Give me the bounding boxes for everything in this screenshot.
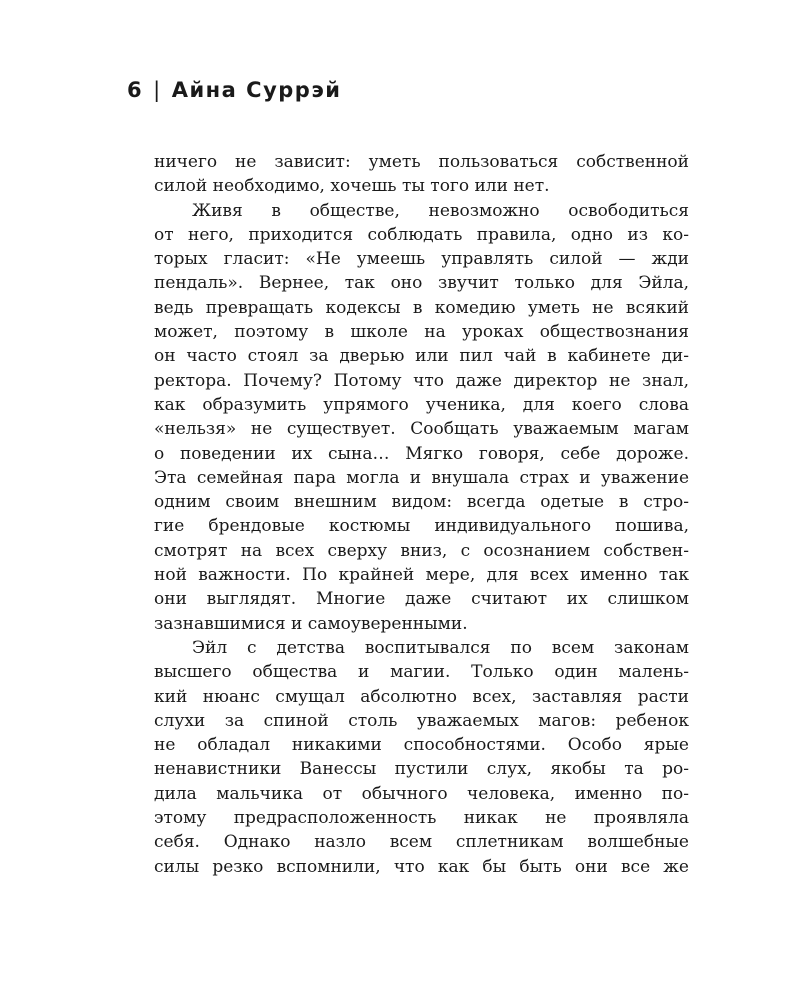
text-line: силы резко вспомнили, что как бы быть они все же — [154, 856, 689, 877]
running-header — [127, 78, 342, 102]
text-line: этому предрасположенность никак не проявляла — [154, 808, 689, 829]
text-line: он часто стоял за дверью или пил чай в кабинете ди- — [154, 346, 689, 367]
text-line: силой необходимо, хочешь ты того или нет. — [154, 176, 550, 197]
text-line: гие брендовые костюмы индивидуального пошива, — [154, 516, 689, 537]
text-line: высшего общества и магии. Только один малень- — [154, 662, 689, 683]
text-line: не обладал никакими способностями. Особо ярые — [154, 735, 689, 756]
text-line: ненавистники Ванессы пустили слух, якобы та ро- — [154, 759, 689, 780]
text-line: смотрят на всех сверху вниз, с осознанием собствен- — [154, 540, 689, 561]
header-separator: | — [153, 78, 162, 102]
text-line: торых гласит: «Не умеешь управлять силой — жди — [154, 249, 689, 270]
text-line: они выглядят. Многие даже считают их слишком — [154, 589, 689, 610]
text-line: одним своим внешним видом: всегда одетые в стро- — [154, 492, 689, 513]
text-line: ректора. Почему? Потому что даже директор не знал, — [154, 370, 689, 391]
author-name: Айна Суррэй — [171, 78, 342, 102]
text-line: Эта семейная пара могла и внушала страх и уважение — [154, 467, 689, 488]
body-text — [154, 150, 689, 879]
text-line: дила мальчика от обычного человека, именно по- — [154, 783, 689, 804]
page-number: 6 — [127, 78, 144, 102]
text-line: зазнавшимися и самоуверенными. — [154, 613, 468, 634]
text-line: ведь превращать кодексы в комедию уметь не всякий — [154, 297, 689, 318]
text-line: ной важности. По крайней мере, для всех именно так — [154, 565, 689, 586]
text-line: пендаль». Вернее, так оно звучит только для Эйла, — [154, 273, 689, 294]
text-line: слухи за спиной столь уважаемых магов: ребенок — [154, 710, 689, 731]
text-line: ничего не зависит: уметь пользоваться собственной — [154, 152, 689, 172]
text-line: «нельзя» не существует. Сообщать уважаемым магам — [154, 419, 689, 440]
text-line: от него, приходится соблюдать правила, одно из ко- — [154, 224, 689, 245]
text-line: себя. Однако назло всем сплетникам волшебные — [154, 832, 689, 853]
text-line: Живя в обществе, невозможно освободиться — [192, 200, 689, 221]
text-line: кий нюанс смущал абсолютно всех, заставляя расти — [154, 686, 689, 707]
text-line: может, поэтому в школе на уроках обществознания — [154, 322, 689, 343]
text-line: Эйл с детства воспитывался по всем законам — [192, 637, 689, 658]
text-line: как образумить упрямого ученика, для коего слова — [154, 394, 689, 415]
text-line: о поведении их сына… Мягко говоря, себе дороже. — [154, 443, 689, 464]
